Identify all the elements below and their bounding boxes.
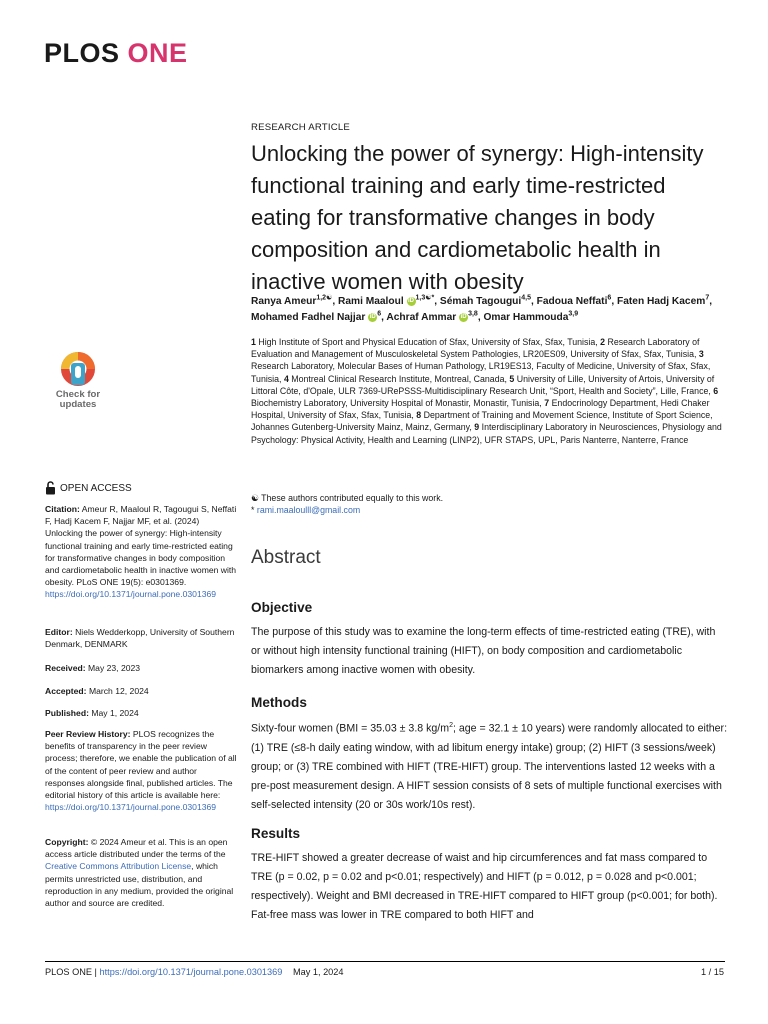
affiliation-text: Interdisciplinary Laboratory in Neurosciences, Physiology and Psychology: Physical Activity, Health and Learning (LINP2), UFR STAPS, UPL, Paris Nanterre, Nanterre, France	[251, 422, 722, 445]
footer-doi-link[interactable]: https://doi.org/10.1371/journal.pone.0301369	[99, 967, 283, 977]
open-access-text: OPEN ACCESS	[60, 482, 132, 494]
received-block	[45, 662, 237, 674]
orcid-icon[interactable]: iD	[408, 297, 415, 304]
orcid-icon[interactable]: iD	[369, 313, 376, 320]
logo-plos: PLOS	[44, 38, 120, 68]
footer-date: May 1, 2024	[292, 967, 344, 977]
author-name[interactable]: Mohamed Fadhel Najjar	[251, 312, 366, 323]
affiliation-number: 7	[544, 398, 550, 409]
editor-block	[45, 626, 237, 650]
affiliation-text: High Institute of Sport and Physical Education of Sfax, University of Sfax, Sfax, Tunisia,	[258, 337, 598, 347]
affiliation-number: 8	[416, 410, 422, 421]
author-name[interactable]: Achraf Ammar	[386, 312, 457, 323]
author-affiliation-sup: 3,8	[468, 310, 478, 318]
affiliation-text: Research Laboratory, Molecular Bases of Human Pathology, LR19ES13, Faculty of Medicine, University of Sfax, Sfax, Tunisia,	[251, 361, 711, 384]
methods-text	[251, 716, 727, 815]
methods-text-a: Sixty-four women (BMI = 35.03 ± 3.8 kg/m	[251, 722, 450, 735]
affiliation-text: University of Lille, University of Artois, University of Littoral Côte, d'Opale, ULR 7369-URePSSS-Multidisciplinary Research Unit, “Sport, Health and Society”, Lille, France,	[251, 373, 715, 396]
article-title: Unlocking the power of synergy: High-intensity functional training and early time-restricted eating for transformative changes in body composition and cardiometabolic health in inactive women with obesity	[251, 141, 704, 294]
open-access-label	[45, 481, 132, 495]
author-name[interactable]: Fadoua Neffati	[536, 296, 608, 307]
author-name[interactable]: Ranya Ameur	[251, 296, 317, 307]
check-updates-icon	[48, 349, 108, 391]
author-affiliation-sup: 1,2☯	[316, 294, 333, 302]
affiliation-number: 5	[509, 373, 515, 384]
author-name[interactable]: Faten Hadj Kacem	[617, 296, 706, 307]
copyright-label: Copyright:	[45, 837, 89, 847]
corresponding-email[interactable]: rami.maaloulll@gmail.com	[256, 505, 361, 515]
author-list: Ranya Ameur$^{1,2☯}$, Rami Maaloul iD $^{1,3☯*}$, Sémah Tagougui$^{4,5}$, Fadoua Neffati$^6$, Faten Hadj Kacem$^7$, Mohamed Fadhel Najjar iD $^6$, Achraf Ammar iD $^{3,8}$, Omar Hammouda$^{3,9}$	[251, 294, 713, 323]
affiliation-number: 2	[600, 337, 606, 347]
author-affiliation-sup: 3,9	[568, 310, 579, 318]
editor-label: Editor:	[45, 627, 73, 637]
accepted-date: March 12, 2024	[88, 686, 149, 696]
footer-page-number: 1 / 15	[701, 967, 724, 977]
peer-review-link[interactable]: https://doi.org/10.1371/journal.pone.0301369	[45, 802, 217, 813]
published-date: May 1, 2024	[91, 708, 139, 718]
author-notes	[251, 492, 727, 516]
affiliation-number: 9	[474, 422, 480, 433]
badge-line2: updates	[59, 399, 97, 410]
affiliation-text: Biochemistry Laboratory, University Hospital of Monastir, Monastir, Tunisia,	[251, 398, 542, 409]
author-affiliation-sup: 4,5	[521, 294, 531, 302]
affiliation-number: 6	[713, 385, 719, 396]
author-name[interactable]: Omar Hammouda	[483, 312, 569, 323]
citation-text: Ameur R, Maaloul R, Tagougui S, Neffati F, Hadj Kacem F, Najjar MF, et al. (2024) Unlocking the power of synergy: High-intensity functional training and early time-restricted eating for transformative changes in body composition and cardiometabolic health in inactive women with obesity. PLoS ONE 19(5): e0301369.	[45, 504, 237, 588]
orcid-icon[interactable]: iD	[460, 313, 467, 320]
citation-doi-link[interactable]: https://doi.org/10.1371/journal.pone.0301369	[45, 589, 217, 600]
methods-text-b: ; age = 32.1 ± 10 years) were randomly allocated to either: (1) TRE (≤8-h daily eating window, with ad libitum energy intake) group; (2) HIFT (3 sessions/week) group; or (3) TRE combined with HIFT (TRE-HIFT) group. The interventions lasted 12 weeks with a pre-post measurement design. A HIFT session consists of 8 sets of multiple functional exercises with self-selected intensity (20 or 30s work/10s rest).	[251, 722, 728, 811]
received-date: May 23, 2023	[88, 663, 141, 673]
objective-text: The purpose of this study was to examine the long-term effects of time-restricted eating (TRE), with or without high intensity functional training (HIFT), on body composition and cardiometabolic biomarkers among inactive women with obesity.	[251, 626, 716, 676]
accepted-label: Accepted:	[45, 686, 87, 696]
author-affiliation-sup: 6	[607, 294, 612, 302]
affiliation-text: Montreal Clinical Research Institute, Montreal, Canada,	[291, 373, 507, 384]
logo-one: ONE	[127, 38, 188, 68]
copyright-text-1: © 2024 Ameur et al. This is an open access article distributed under the terms of the	[45, 837, 228, 860]
footer-separator: |	[94, 967, 97, 977]
journal-logo	[44, 38, 188, 68]
affiliation-text: Department of Training and Movement Science, Institute of Sport Science, Johannes Gutenberg-University Mainz, Mainz, Germany,	[251, 410, 713, 433]
footer-journal: PLOS ONE	[45, 967, 92, 977]
affiliations	[251, 336, 727, 446]
editor-text: Niels Wedderkopp, University of Southern Denmark, DENMARK	[45, 627, 235, 650]
article-type: RESEARCH ARTICLE	[251, 122, 350, 133]
open-lock-icon	[45, 481, 56, 495]
received-label: Received:	[45, 663, 86, 673]
results-heading: Results	[251, 826, 301, 841]
copyright-block	[45, 836, 237, 909]
affiliation-text: Research Laboratory of Evaluation and Management of Musculoskeletal System Pathologies, LR20ES09, University of Sfax, Sfax, Tunisia,	[251, 337, 700, 360]
published-block	[45, 707, 237, 719]
affiliation-number: 4	[283, 373, 289, 384]
badge-line1: Check for	[55, 389, 101, 400]
peer-review-label: Peer Review History:	[45, 729, 131, 739]
affiliation-number: 1	[251, 337, 256, 347]
methods-sup: 2	[449, 722, 453, 729]
check-for-updates-badge[interactable]	[48, 349, 108, 421]
footer-left	[45, 967, 344, 977]
copyright-text-2: , which permits unrestricted use, distribution, and reproduction in any medium, provided the original author and source are credited.	[45, 861, 234, 909]
author-name[interactable]: Sémah Tagougui	[439, 296, 522, 307]
results-text: TRE-HIFT showed a greater decrease of waist and hip circumferences and fat mass compared to TRE (p = 0.02, p = 0.02 and p<0.01; respectively) and HIFT (p = 0.012, p = 0.028 and p<0.001; respectively). Weight and BMI decreased in TRE-HIFT compared to HIFT group (p<0.001; for both). Fat-free mass was lower in TRE compared to both HIFT and	[251, 852, 718, 921]
email-marker: *	[251, 505, 255, 515]
license-link[interactable]: Creative Commons Attribution License	[45, 861, 192, 872]
objective-heading: Objective	[251, 600, 313, 615]
published-label: Published:	[45, 708, 89, 718]
equal-contribution-note: ☯ These authors contributed equally to this work.	[251, 493, 444, 503]
citation-label: Citation:	[45, 504, 80, 514]
author-affiliation-sup: 1,3☯*	[415, 294, 435, 302]
author-name[interactable]: Rami Maaloul	[338, 296, 404, 307]
footer-divider	[45, 961, 725, 962]
affiliation-number: 3	[698, 349, 704, 360]
methods-heading: Methods	[251, 695, 307, 710]
citation-block	[45, 503, 237, 601]
author-affiliation-sup: 6	[377, 310, 382, 318]
author-affiliation-sup: 7	[705, 294, 710, 302]
affiliation-text: Endocrinology Department, Hedi Chaker Hospital, University of Sfax, Sfax, Tunisia,	[251, 398, 710, 421]
peer-review-block	[45, 728, 237, 813]
abstract-heading: Abstract	[251, 547, 321, 568]
peer-review-text: PLOS recognizes the benefits of transparency in the peer review process; therefore, we enable the publication of all of the content of peer review and author responses alongside final, published articles. The editorial history of this article is available here:	[45, 729, 237, 801]
accepted-block	[45, 685, 237, 697]
